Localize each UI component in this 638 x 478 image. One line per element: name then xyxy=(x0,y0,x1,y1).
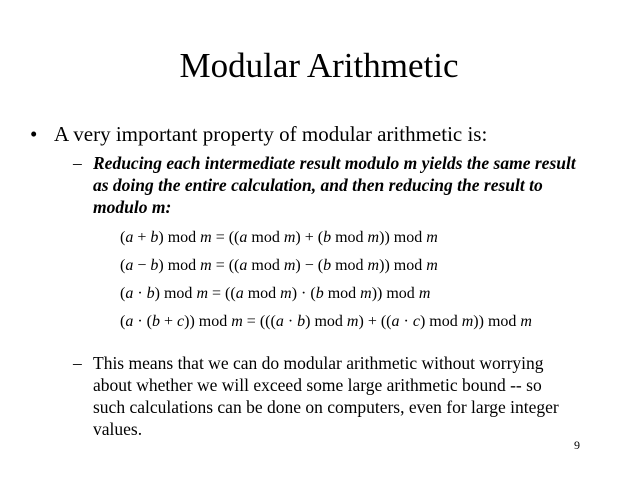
closing-line: This means that we can do modular arithmetic without worrying xyxy=(93,353,544,373)
closing-line: values. xyxy=(93,419,143,439)
formula-distributive: (a · (b + c)) mod m = (((a · b) mod m) + ((a · c) mod m)) mod m xyxy=(120,313,532,330)
emphasis-sub-bullet xyxy=(73,153,576,174)
main-bullet xyxy=(30,121,487,147)
closing-sub-bullet xyxy=(73,353,544,374)
formula-subtraction: (a − b) mod m = ((a mod m) − (b mod m)) mod m xyxy=(120,257,438,274)
main-bullet-text: A very important property of modular arithmetic is: xyxy=(54,122,488,146)
page-number: 9 xyxy=(574,438,580,452)
formula-addition: (a + b) mod m = ((a mod m) + (b mod m)) mod m xyxy=(120,229,438,246)
closing-line: such calculations can be done on computers, even for large integer xyxy=(93,397,559,417)
slide-title: Modular Arithmetic xyxy=(179,46,459,85)
emphasis-line: as doing the entire calculation, and then reducing the result to xyxy=(93,175,543,195)
formula-multiplication: (a · b) mod m = ((a mod m) · (b mod m)) mod m xyxy=(120,285,431,302)
bullet-marker: • xyxy=(30,122,38,146)
emphasis-line: modulo m: xyxy=(93,197,172,217)
dash-marker: – xyxy=(73,153,82,173)
emphasis-line: Reducing each intermediate result modulo m yields the same result xyxy=(93,153,576,173)
dash-marker: – xyxy=(73,353,82,373)
closing-line: about whether we will exceed some large arithmetic bound -- so xyxy=(93,375,542,395)
